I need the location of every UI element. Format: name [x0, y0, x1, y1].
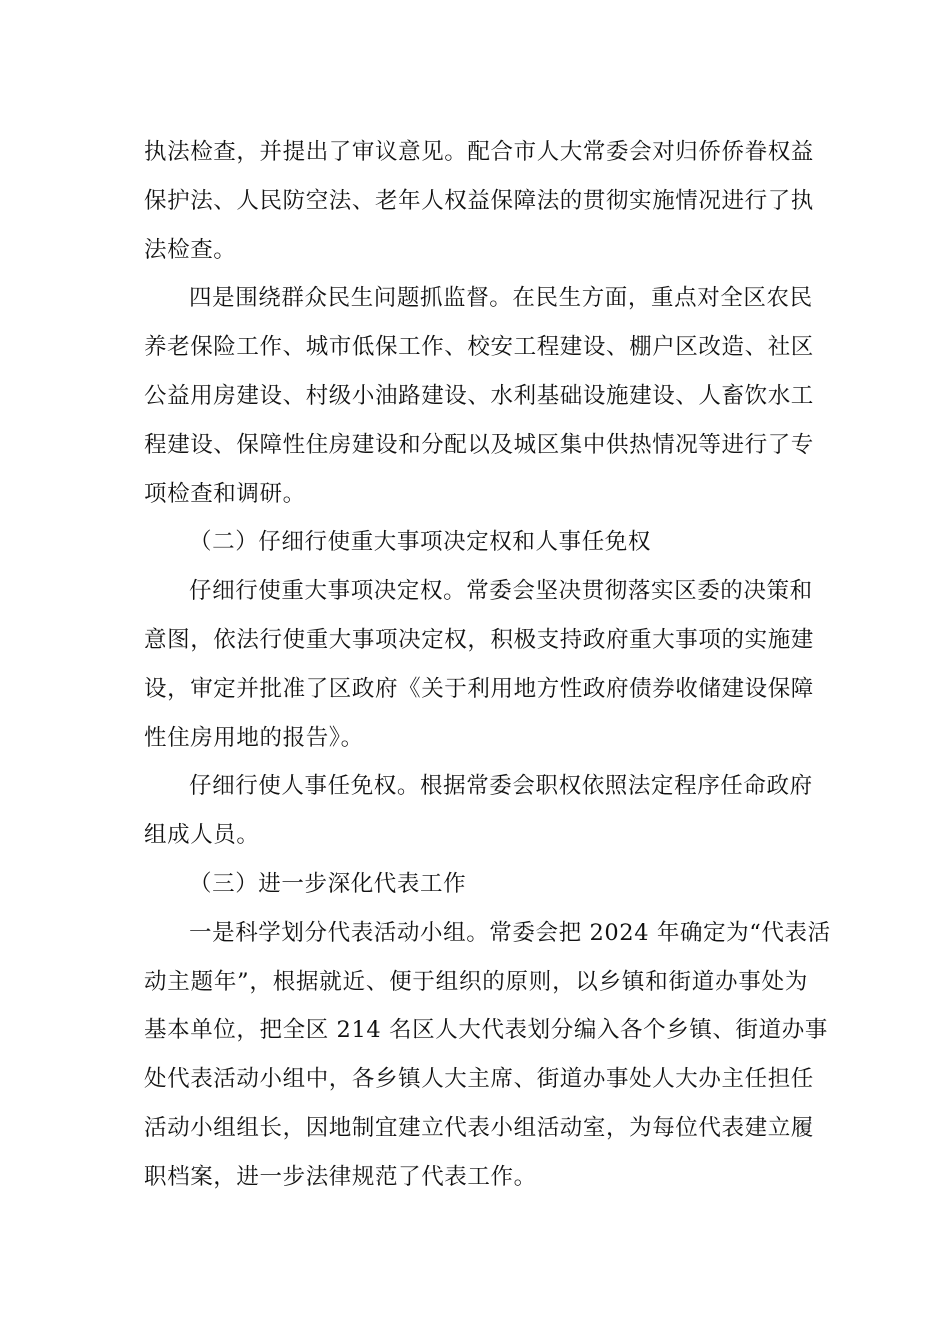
text-line: 活动小组组长，因地制宜建立代表小组活动室，为每位代表建立履	[144, 1114, 814, 1141]
text-line: 执法检查，并提出了审议意见。配合市人大常委会对归侨侨眷权益	[144, 139, 814, 165]
text-line: 性住房用地的报告》。	[144, 724, 364, 751]
paragraph-personnel-appointment	[144, 762, 813, 860]
text-line: 设，审定并批准了区政府《关于利用地方性政府债券收储建设保障	[144, 675, 814, 702]
text-line: 基本单位，把全区 214 名区人大代表划分编入各个乡镇、街道办事	[144, 1017, 828, 1044]
text-line: 组成人员。	[144, 822, 260, 849]
paragraph-livelihood-supervision	[144, 274, 814, 518]
section-heading-2	[144, 518, 808, 567]
heading-text: （三）进一步深化代表工作	[189, 870, 467, 897]
text-line: 法检查。	[144, 236, 237, 263]
text-line: 保护法、人民防空法、老年人权益保障法的贯彻实施情况进行了执	[144, 187, 814, 214]
text-line: 处代表活动小组中，各乡镇人大主席、街道办事处人大办主任担任	[144, 1066, 814, 1093]
section-heading-3	[144, 860, 808, 909]
paragraph-law-enforcement-check	[144, 128, 814, 274]
text-line: 职档案，进一步法律规范了代表工作。	[144, 1163, 537, 1190]
text-line: 程建设、保障性住房建设和分配以及城区集中供热情况等进行了专	[144, 431, 814, 458]
text-line: 动主题年”，根据就近、便于组织的原则，以乡镇和街道办事处为	[144, 968, 808, 995]
text-line: 四是围绕群众民生问题抓监督。在民生方面，重点对全区农民	[189, 285, 813, 312]
text-line: 一是科学划分代表活动小组。常委会把 2024 年确定为“代表活	[189, 919, 831, 946]
paragraph-major-matters-decision	[144, 567, 814, 762]
text-line: 公益用房建设、村级小油路建设、水利基础设施建设、人畜饮水工	[144, 382, 814, 409]
text-line: 仔细行使人事任免权。根据常委会职权依照法定程序任命政府	[189, 773, 813, 800]
paragraph-representative-groups	[144, 909, 831, 1202]
text-line: 项检查和调研。	[144, 480, 306, 507]
heading-text: （二）仔细行使重大事项决定权和人事任免权	[189, 529, 652, 556]
text-line: 仔细行使重大事项决定权。常委会坚决贯彻落实区委的决策和	[189, 578, 813, 605]
text-line: 养老保险工作、城市低保工作、校安工程建设、棚户区改造、社区	[144, 334, 814, 361]
text-line: 意图，依法行使重大事项决定权，积极支持政府重大事项的实施建	[144, 626, 814, 653]
document-body	[144, 128, 831, 1202]
